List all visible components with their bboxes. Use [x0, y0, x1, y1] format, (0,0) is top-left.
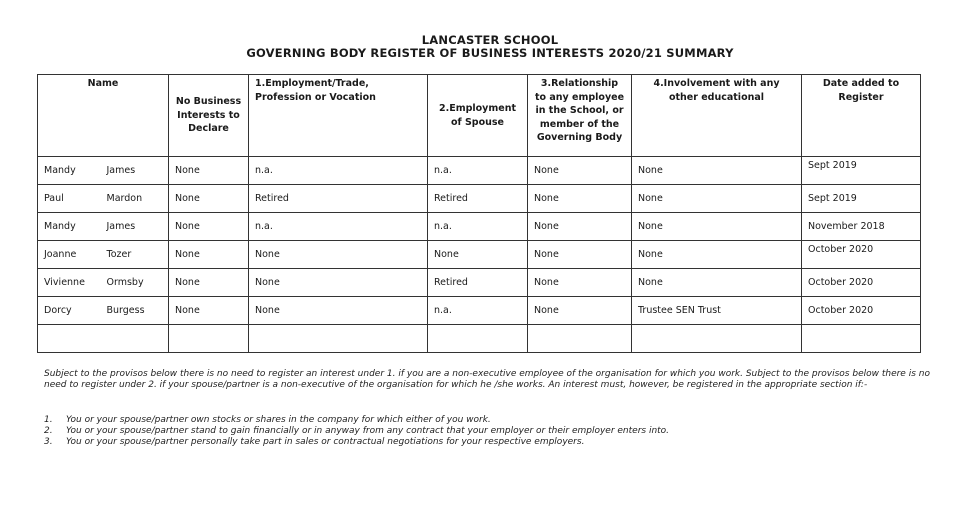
provisos-intro: [44, 369, 949, 391]
header-involvement: 4.Involvement with any other educational: [632, 75, 802, 157]
last-name-cell: James: [101, 213, 169, 241]
register-title: GOVERNING BODY REGISTER OF BUSINESS INTERESTS 2020/21 SUMMARY: [246, 46, 734, 60]
last-name-cell: James: [101, 157, 169, 185]
first-name-cell: Vivienne: [38, 269, 101, 297]
provisos-list: [44, 415, 669, 448]
list-item: [44, 437, 669, 448]
relationship-cell: None: [528, 241, 632, 269]
proviso-text: You or your spouse/partner personally take part in sales or contractual negotiations for your respective employers.: [66, 437, 585, 447]
spouse-cell: n.a.: [428, 157, 528, 185]
table-header-row: [38, 75, 921, 157]
spouse-cell: n.a.: [428, 213, 528, 241]
date-cell: October 2020: [802, 241, 921, 269]
proviso-number: 3.: [44, 437, 53, 447]
first-name-cell: Mandy: [38, 157, 101, 185]
involvement-cell: None: [632, 241, 802, 269]
involvement-cell: Trustee SEN Trust: [632, 297, 802, 325]
spouse-cell: Retired: [428, 269, 528, 297]
proviso-text: You or your spouse/partner own stocks or shares in the company for which either of you work.: [66, 415, 491, 425]
date-cell: Sept 2019: [802, 185, 921, 213]
no-business-cell: None: [169, 185, 249, 213]
date-cell: October 2020: [802, 269, 921, 297]
first-name-cell: Dorcy: [38, 297, 101, 325]
table-row: [38, 213, 921, 241]
proviso-number: 2.: [44, 426, 53, 436]
relationship-cell: None: [528, 269, 632, 297]
no-business-cell: None: [169, 241, 249, 269]
last-name-cell: Burgess: [101, 297, 169, 325]
employment-cell: None: [249, 241, 428, 269]
proviso-text: You or your spouse/partner stand to gain financially or in anyway from any contract that your employer or their employer enters into.: [66, 426, 670, 436]
relationship-cell: None: [528, 157, 632, 185]
spouse-cell: n.a.: [428, 297, 528, 325]
empty-cell: [632, 325, 802, 353]
header-name: Name: [38, 75, 169, 157]
table-row: [38, 185, 921, 213]
table-row: [38, 157, 921, 185]
empty-cell: [249, 325, 428, 353]
proviso-number: 1.: [44, 415, 53, 425]
last-name-cell: Tozer: [101, 241, 169, 269]
table-row: [38, 241, 921, 269]
employment-cell: n.a.: [249, 213, 428, 241]
date-cell: November 2018: [802, 213, 921, 241]
header-relationship: 3.Relationship to any employee in the School, or member of the Governing Body: [528, 75, 632, 157]
involvement-cell: None: [632, 185, 802, 213]
date-cell: Sept 2019: [802, 157, 921, 185]
date-cell: October 2020: [802, 297, 921, 325]
school-name: LANCASTER SCHOOL: [421, 33, 559, 47]
involvement-cell: None: [632, 269, 802, 297]
table-row: [38, 269, 921, 297]
list-item: [44, 426, 669, 437]
employment-cell: Retired: [249, 185, 428, 213]
last-name-cell: Ormsby: [101, 269, 169, 297]
no-business-cell: None: [169, 269, 249, 297]
employment-cell: None: [249, 297, 428, 325]
first-name-cell: Mandy: [38, 213, 101, 241]
involvement-cell: None: [632, 157, 802, 185]
last-name-cell: Mardon: [101, 185, 169, 213]
empty-cell: [428, 325, 528, 353]
involvement-cell: None: [632, 213, 802, 241]
header-date-added: Date added to Register: [802, 75, 921, 157]
empty-cell: [169, 325, 249, 353]
spouse-cell: None: [428, 241, 528, 269]
table-row: [38, 297, 921, 325]
first-name-cell: Paul: [38, 185, 101, 213]
empty-cell: [528, 325, 632, 353]
no-business-cell: None: [169, 213, 249, 241]
interests-table: [37, 74, 921, 353]
spouse-cell: Retired: [428, 185, 528, 213]
employment-cell: None: [249, 269, 428, 297]
list-item: [44, 415, 669, 426]
no-business-cell: None: [169, 157, 249, 185]
first-name-cell: Joanne: [38, 241, 101, 269]
relationship-cell: None: [528, 185, 632, 213]
relationship-cell: None: [528, 297, 632, 325]
employment-cell: n.a.: [249, 157, 428, 185]
provisos-intro-text: Subject to the provisos below there is no need to register an interest under 1. if you are a non-executive employee of the organisation for which you work. Subject to the provisos below there is no need to register under 2. if your spouse/partner is a non-executive of the organisation for which he /she works. An interest must, however, be registered in the appropriate section if:-: [44, 369, 930, 390]
header-no-business: No Business Interests to Declare: [169, 75, 249, 157]
relationship-cell: None: [528, 213, 632, 241]
empty-cell: [802, 325, 921, 353]
header-employment: 1.Employment/Trade, Profession or Vocation: [249, 75, 428, 157]
no-business-cell: None: [169, 297, 249, 325]
header-spouse-employment: 2.Employment of Spouse: [428, 75, 528, 157]
empty-cell: [38, 325, 169, 353]
empty-table-row: [38, 325, 921, 353]
